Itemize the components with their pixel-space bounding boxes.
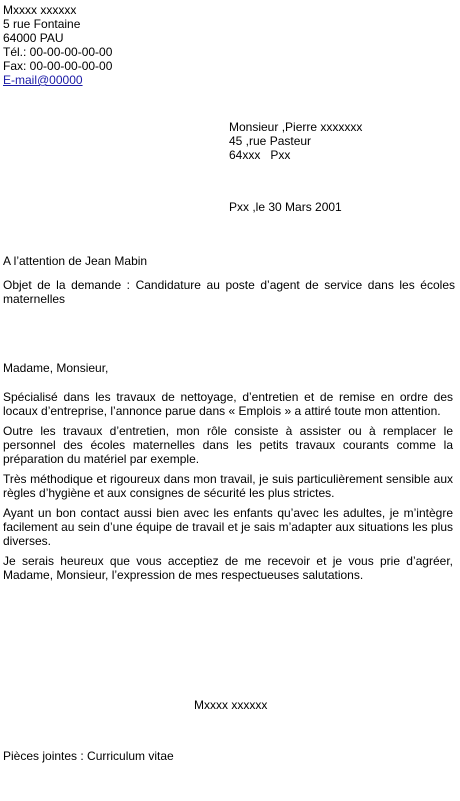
signature-name: Mxxxx xxxxxx: [194, 698, 268, 712]
letter-body: [3, 390, 453, 588]
sender-name: Mxxxx xxxxxx: [3, 3, 77, 17]
subject-line: Objet de la demande : Candidature au poste d’agent de service dans les écoles maternelles: [3, 278, 455, 306]
recipient-name: Monsieur ,Pierre xxxxxxx: [229, 120, 363, 134]
sender-fax: Fax: 00-00-00-00-00: [3, 59, 113, 73]
body-paragraph: Je serais heureux que vous acceptiez de me recevoir et je vous prie d’agréer, Madame, Monsieur, l’expression de mes respectueuses salutations.: [3, 554, 453, 582]
recipient-city: 64xxx Pxx: [229, 148, 291, 162]
body-paragraph: Ayant un bon contact aussi bien avec les enfants qu’avec les adultes, je m’intègre facilement au sein d’une équipe de travail et je sais m’adapter aux situations les plus diverses.: [3, 506, 453, 548]
recipient-street: 45 ,rue Pasteur: [229, 134, 312, 148]
body-paragraph: Très méthodique et rigoureux dans mon travail, je suis particulièrement sensible aux règles d’hygiène et aux consignes de sécurité les plus strictes.: [3, 472, 453, 500]
sender-phone: Tél.: 00-00-00-00-00: [3, 45, 113, 59]
sender-email-link[interactable]: E-mail@00000: [3, 73, 83, 87]
body-paragraph: Spécialisé dans les travaux de nettoyage, d’entretien et de remise en ordre des locaux d’entreprise, l’annonce parue dans « Emplois » a attiré toute mon attention.: [3, 390, 453, 418]
sender-address-block: [3, 3, 112, 87]
attachments-line: Pièces jointes : Curriculum vitae: [3, 749, 174, 763]
recipient-address-block: [229, 120, 362, 162]
body-paragraph: Outre les travaux d’entretien, mon rôle consiste à assister ou à remplacer le personnel des écoles maternelles dans les petits travaux courants comme la préparation du matériel par exemple.: [3, 424, 453, 466]
sender-city: 64000 PAU: [3, 31, 64, 45]
letter-date: Pxx ,le 30 Mars 2001: [229, 200, 342, 214]
greeting: Madame, Monsieur,: [3, 361, 109, 375]
attention-line: A l’attention de Jean Mabin: [3, 254, 148, 268]
sender-street: 5 rue Fontaine: [3, 17, 81, 31]
